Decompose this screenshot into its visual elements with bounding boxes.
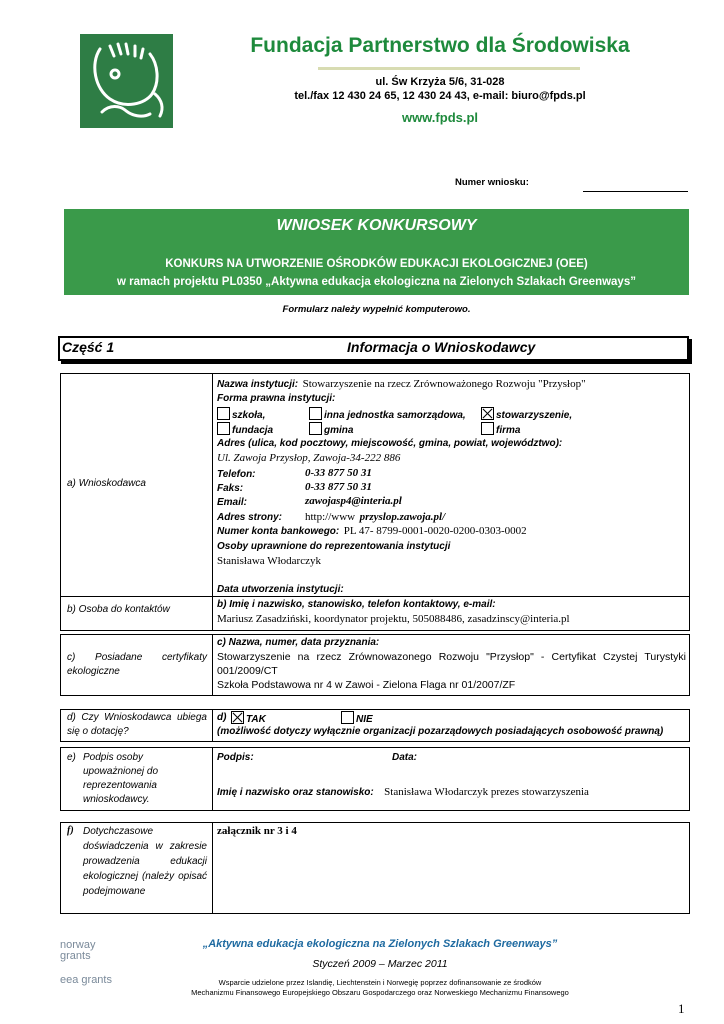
checkbox-szkola[interactable] bbox=[217, 407, 230, 420]
cert-value-2[interactable]: Szkoła Podstawowa nr 4 w Zawoi - Zielona Flaga nr 01/2007/ZF bbox=[217, 679, 516, 691]
section-e-label: Podpis osoby upoważnionej do reprezentowania wnioskodawcy. bbox=[83, 752, 159, 805]
nie-label: NIE bbox=[356, 714, 373, 725]
contact-value[interactable]: Mariusz Zasadziński, koordynator projektu, 505088486, zasadzinscy@interia.pl bbox=[217, 613, 570, 625]
checkbox-fundacja[interactable] bbox=[217, 422, 230, 435]
section-f-label: Dotychczasowe doświadczenia w zakresie prowadzenia edukacji ekologicznej (należy opisać podejmowane bbox=[83, 826, 207, 897]
part-heading bbox=[58, 336, 689, 361]
part-number: Część 1 bbox=[62, 339, 115, 355]
fax-value[interactable]: 0-33 877 50 31 bbox=[305, 481, 372, 494]
org-address bbox=[200, 75, 680, 103]
www-value[interactable]: przyslop.zawoja.pl/ bbox=[359, 510, 446, 523]
inst-name-label: Nazwa instytucji: bbox=[217, 379, 299, 390]
grant-table bbox=[60, 709, 690, 742]
section-c-content bbox=[217, 636, 686, 692]
created-label: Data utworzenia instytucji: bbox=[217, 583, 344, 595]
e-prefix: e) bbox=[67, 752, 76, 763]
section-b-content bbox=[217, 598, 687, 626]
cert-value-1[interactable]: Stowarzyszenie na rzecz Zrównowazonego Rozwoju "Przysłop" - Certyfikat Czystej Turystyki 001/2009/CT bbox=[217, 651, 686, 677]
signature-table bbox=[60, 747, 690, 811]
phone-value[interactable]: 0-33 877 50 31 bbox=[305, 466, 372, 479]
experience-value[interactable]: załącznik nr 3 i 4 bbox=[217, 825, 297, 837]
section-c-label: c) Posiadane certyfikaty ekologiczne bbox=[67, 652, 207, 677]
title-banner bbox=[64, 209, 689, 295]
rep-label: Osoby uprawnione do reprezentowania instytucji bbox=[217, 540, 451, 552]
norway-grants-logo bbox=[60, 940, 118, 970]
checkbox-jst[interactable] bbox=[309, 407, 322, 420]
checkbox-stowarzyszenie[interactable] bbox=[481, 407, 494, 420]
norway-grants-text: norway grants bbox=[60, 939, 96, 962]
d-prefix: d) bbox=[217, 712, 227, 723]
grant-note: (możliwość dotyczy wyłącznie organizacji pozarządowych posiadających osobowość prawną) bbox=[217, 726, 664, 737]
certificates-table bbox=[60, 634, 690, 696]
checkbox-gmina[interactable] bbox=[309, 422, 322, 435]
form-title: WNIOSEK KONKURSOWY bbox=[276, 217, 477, 234]
signature-label: Podpis: bbox=[217, 752, 254, 763]
header-divider bbox=[318, 67, 580, 70]
checkbox-tak[interactable] bbox=[231, 711, 244, 724]
tak-label: TAK bbox=[246, 714, 266, 725]
rep-value[interactable]: Stanisława Włodarczyk bbox=[217, 555, 321, 567]
phone-label: Telefon: bbox=[217, 468, 256, 480]
foundation-logo bbox=[80, 34, 173, 128]
section-d-content bbox=[217, 711, 686, 739]
banner-line-1: KONKURS NA UTWORZENIE OŚRODKÓW EDUKACJI EKOLOGICZNEJ (OEE) bbox=[165, 258, 588, 270]
signer-name-label: Imię i nazwisko oraz stanowisko: bbox=[217, 787, 374, 798]
form-note: Formularz należy wypełnić komputerowo. bbox=[282, 304, 471, 315]
footer-period: Styczeń 2009 – Marzec 2011 bbox=[312, 958, 448, 970]
date-label: Data: bbox=[392, 752, 418, 763]
checkbox-nie[interactable] bbox=[341, 711, 354, 724]
section-a-label: a) Wnioskodawca bbox=[67, 478, 146, 489]
www-prefix: http://www bbox=[305, 510, 356, 523]
address-value[interactable]: Ul. Zawoja Przysłop, Zawoja-34-222 886 bbox=[217, 452, 401, 465]
eea-grants-text: eea grants bbox=[60, 974, 112, 986]
legal-form-label: Forma prawna instytucji: bbox=[217, 393, 336, 405]
account-value[interactable]: PL 47- 8799-0001-0020-0200-0303-0002 bbox=[343, 525, 527, 538]
account-label: Numer konta bankowego: bbox=[217, 526, 340, 538]
opt-firma-label: firma bbox=[496, 424, 521, 436]
www-label: Adres strony: bbox=[217, 511, 283, 523]
org-contact: tel./fax 12 430 24 65, 12 430 24 43, e-mail: biuro@fpds.pl bbox=[294, 90, 586, 102]
section-d-label: d) Czy Wnioskodawca ubiega się o dotację? bbox=[67, 712, 207, 737]
cert-field-label: c) Nazwa, numer, data przyznania: bbox=[217, 637, 380, 648]
address-label: Adres (ulica, kod pocztowy, miejscowość, gmina, powiat, województwo): bbox=[217, 437, 563, 449]
experience-table bbox=[60, 822, 690, 914]
email-label: Email: bbox=[217, 497, 248, 509]
footer-support bbox=[120, 978, 640, 998]
footer-support-2: Mechanizmu Finansowego Europejskiego Obszaru Gospodarczego oraz Norweskiego Mechanizmu Finansowego bbox=[191, 988, 569, 997]
hand-logo-icon bbox=[80, 34, 173, 128]
org-name: Fundacja Partnerstwo dla Środowiska bbox=[250, 34, 630, 57]
contact-field-label: b) Imię i nazwisko, stanowisko, telefon kontaktowy, e-mail: bbox=[217, 599, 496, 610]
opt-fundacja-label: fundacja bbox=[232, 424, 274, 436]
section-a-content bbox=[217, 376, 687, 597]
f-prefix: f) bbox=[67, 825, 74, 836]
page-number: 1 bbox=[678, 1001, 685, 1016]
fax-label: Faks: bbox=[217, 483, 244, 495]
inst-name-value[interactable]: Stowarzyszenie na rzecz Zrównoważonego Rozwoju "Przysłop" bbox=[302, 378, 586, 390]
email-value[interactable]: zawojasp4@interia.pl bbox=[305, 495, 402, 508]
opt-stow-label: stowarzyszenie, bbox=[496, 409, 573, 421]
banner-subtitle bbox=[64, 255, 689, 291]
footer-slogan: „Aktywna edukacja ekologiczna na Zielonych Szlakach Greenways” bbox=[202, 938, 558, 950]
signer-name-value[interactable]: Stanisława Włodarczyk prezes stowarzyszenia bbox=[384, 786, 589, 798]
opt-gmina-label: gmina bbox=[324, 424, 354, 436]
application-number-label: Numer wniosku: bbox=[455, 177, 529, 188]
org-website-link[interactable]: www.fpds.pl bbox=[401, 110, 479, 125]
opt-szkola-label: szkoła, bbox=[232, 409, 266, 421]
section-b-label: b) Osoba do kontaktów bbox=[67, 604, 170, 615]
application-number-field[interactable] bbox=[583, 191, 688, 192]
part-title: Informacja o Wnioskodawcy bbox=[347, 339, 536, 355]
org-street: ul. Św Krzyża 5/6, 31-028 bbox=[375, 76, 505, 88]
opt-jst-label: inna jednostka samorządowa, bbox=[324, 409, 466, 421]
banner-line-2: w ramach projektu PL0350 „Aktywna edukacja ekologiczna na Zielonych Szlakach Greenways” bbox=[117, 276, 636, 288]
eea-grants-logo bbox=[60, 975, 118, 1005]
checkbox-firma[interactable] bbox=[481, 422, 494, 435]
applicant-table bbox=[60, 373, 690, 631]
footer-support-1: Wsparcie udzielone przez Islandię, Liechtenstein i Norwegię poprzez dofinansowanie ze środków bbox=[218, 978, 542, 987]
